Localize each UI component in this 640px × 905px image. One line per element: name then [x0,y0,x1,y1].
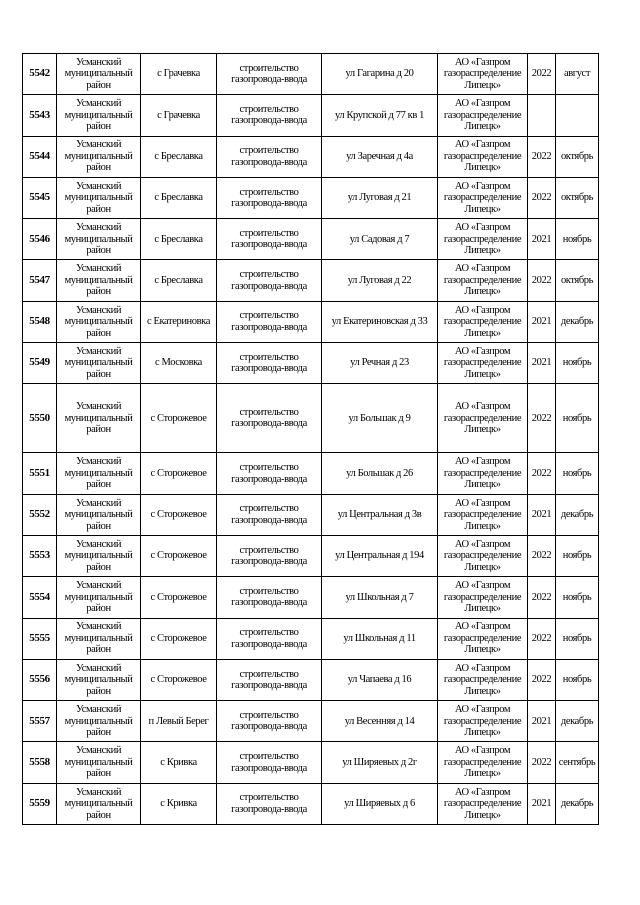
district-cell: Усманский муниципальный район [57,618,141,659]
locality-cell: с Сторожевое [141,453,217,494]
year-cell [528,95,556,136]
address-cell: ул Крупской д 77 кв 1 [322,95,438,136]
organization-cell: АО «Газпром газораспределение Липецк» [438,577,528,618]
month-cell: ноябрь [556,618,599,659]
row-number: 5559 [23,783,57,824]
organization-cell: АО «Газпром газораспределение Липецк» [438,54,528,95]
month-cell: октябрь [556,177,599,218]
year-cell: 2021 [528,783,556,824]
year-cell: 2021 [528,343,556,384]
district-cell: Усманский муниципальный район [57,301,141,342]
district-cell: Усманский муниципальный район [57,783,141,824]
district-cell: Усманский муниципальный район [57,54,141,95]
district-cell: Усманский муниципальный район [57,177,141,218]
organization-cell: АО «Газпром газораспределение Липецк» [438,177,528,218]
month-cell: ноябрь [556,219,599,260]
address-cell: ул Екатериновская д 33 [322,301,438,342]
table-row [23,535,599,576]
table-row [23,177,599,218]
month-cell: ноябрь [556,577,599,618]
organization-cell: АО «Газпром газораспределение Липецк» [438,494,528,535]
district-cell: Усманский муниципальный район [57,659,141,700]
locality-cell: с Сторожевое [141,577,217,618]
work-type-cell: строительство газопровода-ввода [217,577,322,618]
district-cell: Усманский муниципальный район [57,494,141,535]
district-cell: Усманский муниципальный район [57,577,141,618]
work-type-cell: строительство газопровода-ввода [217,783,322,824]
work-type-cell: строительство газопровода-ввода [217,54,322,95]
year-cell: 2022 [528,177,556,218]
address-cell: ул Чапаева д 16 [322,659,438,700]
table-row [23,384,599,453]
work-type-cell: строительство газопровода-ввода [217,384,322,453]
locality-cell: с Московка [141,343,217,384]
work-type-cell: строительство газопровода-ввода [217,136,322,177]
table-body [23,54,599,825]
locality-cell: с Кривка [141,742,217,783]
work-type-cell: строительство газопровода-ввода [217,618,322,659]
row-number: 5557 [23,701,57,742]
address-cell: ул Центральная д 194 [322,535,438,576]
address-cell: ул Речная д 23 [322,343,438,384]
address-cell: ул Луговая д 22 [322,260,438,301]
address-cell: ул Заречная д 4а [322,136,438,177]
year-cell: 2022 [528,260,556,301]
organization-cell: АО «Газпром газораспределение Липецк» [438,260,528,301]
gas-connection-table [22,53,599,825]
address-cell: ул Ширяевых д 2г [322,742,438,783]
district-cell: Усманский муниципальный район [57,701,141,742]
month-cell: ноябрь [556,659,599,700]
table-row [23,343,599,384]
district-cell: Усманский муниципальный район [57,343,141,384]
address-cell: ул Весенняя д 14 [322,701,438,742]
organization-cell: АО «Газпром газораспределение Липецк» [438,618,528,659]
work-type-cell: строительство газопровода-ввода [217,301,322,342]
month-cell: ноябрь [556,384,599,453]
table-row [23,54,599,95]
table-row [23,577,599,618]
month-cell: ноябрь [556,343,599,384]
district-cell: Усманский муниципальный район [57,95,141,136]
work-type-cell: строительство газопровода-ввода [217,177,322,218]
row-number: 5553 [23,535,57,576]
locality-cell: с Сторожевое [141,535,217,576]
table-row [23,618,599,659]
locality-cell: с Бреславка [141,219,217,260]
work-type-cell: строительство газопровода-ввода [217,95,322,136]
table-row [23,95,599,136]
table-row [23,453,599,494]
row-number: 5545 [23,177,57,218]
month-cell: декабрь [556,701,599,742]
locality-cell: с Бреславка [141,136,217,177]
year-cell: 2021 [528,301,556,342]
month-cell: сентябрь [556,742,599,783]
organization-cell: АО «Газпром газораспределение Липецк» [438,343,528,384]
year-cell: 2022 [528,577,556,618]
locality-cell: п Левый Берег [141,701,217,742]
month-cell: август [556,54,599,95]
locality-cell: с Екатериновка [141,301,217,342]
address-cell: ул Большак д 26 [322,453,438,494]
document-page [22,53,598,825]
year-cell: 2021 [528,701,556,742]
month-cell: октябрь [556,136,599,177]
month-cell: декабрь [556,783,599,824]
work-type-cell: строительство газопровода-ввода [217,535,322,576]
organization-cell: АО «Газпром газораспределение Липецк» [438,742,528,783]
locality-cell: с Сторожевое [141,659,217,700]
organization-cell: АО «Газпром газораспределение Липецк» [438,535,528,576]
address-cell: ул Школьная д 11 [322,618,438,659]
month-cell: октябрь [556,260,599,301]
year-cell: 2022 [528,54,556,95]
month-cell: декабрь [556,494,599,535]
organization-cell: АО «Газпром газораспределение Липецк» [438,384,528,453]
organization-cell: АО «Газпром газораспределение Липецк» [438,783,528,824]
locality-cell: с Бреславка [141,177,217,218]
address-cell: ул Школьная д 7 [322,577,438,618]
locality-cell: с Грачевка [141,54,217,95]
address-cell: ул Садовая д 7 [322,219,438,260]
row-number: 5547 [23,260,57,301]
row-number: 5542 [23,54,57,95]
row-number: 5544 [23,136,57,177]
district-cell: Усманский муниципальный район [57,535,141,576]
work-type-cell: строительство газопровода-ввода [217,742,322,783]
address-cell: ул Большак д 9 [322,384,438,453]
table-row [23,701,599,742]
table-row [23,659,599,700]
work-type-cell: строительство газопровода-ввода [217,219,322,260]
row-number: 5554 [23,577,57,618]
district-cell: Усманский муниципальный район [57,260,141,301]
table-row [23,783,599,824]
address-cell: ул Гагарина д 20 [322,54,438,95]
row-number: 5558 [23,742,57,783]
year-cell: 2022 [528,742,556,783]
table-row [23,260,599,301]
locality-cell: с Грачевка [141,95,217,136]
row-number: 5556 [23,659,57,700]
work-type-cell: строительство газопровода-ввода [217,659,322,700]
work-type-cell: строительство газопровода-ввода [217,260,322,301]
year-cell: 2021 [528,219,556,260]
year-cell: 2022 [528,453,556,494]
row-number: 5543 [23,95,57,136]
table-row [23,219,599,260]
year-cell: 2022 [528,659,556,700]
organization-cell: АО «Газпром газораспределение Липецк» [438,301,528,342]
district-cell: Усманский муниципальный район [57,219,141,260]
address-cell: ул Луговая д 21 [322,177,438,218]
table-row [23,301,599,342]
organization-cell: АО «Газпром газораспределение Липецк» [438,219,528,260]
organization-cell: АО «Газпром газораспределение Липецк» [438,95,528,136]
year-cell: 2022 [528,136,556,177]
locality-cell: с Сторожевое [141,494,217,535]
organization-cell: АО «Газпром газораспределение Липецк» [438,701,528,742]
month-cell: ноябрь [556,453,599,494]
organization-cell: АО «Газпром газораспределение Липецк» [438,659,528,700]
district-cell: Усманский муниципальный район [57,384,141,453]
work-type-cell: строительство газопровода-ввода [217,453,322,494]
organization-cell: АО «Газпром газораспределение Липецк» [438,453,528,494]
year-cell: 2021 [528,494,556,535]
month-cell [556,95,599,136]
row-number: 5550 [23,384,57,453]
year-cell: 2022 [528,384,556,453]
district-cell: Усманский муниципальный район [57,453,141,494]
month-cell: декабрь [556,301,599,342]
locality-cell: с Кривка [141,783,217,824]
year-cell: 2022 [528,618,556,659]
row-number: 5549 [23,343,57,384]
locality-cell: с Сторожевое [141,384,217,453]
row-number: 5555 [23,618,57,659]
address-cell: ул Центральная д 3в [322,494,438,535]
locality-cell: с Сторожевое [141,618,217,659]
district-cell: Усманский муниципальный район [57,742,141,783]
work-type-cell: строительство газопровода-ввода [217,701,322,742]
address-cell: ул Ширяевых д 6 [322,783,438,824]
organization-cell: АО «Газпром газораспределение Липецк» [438,136,528,177]
locality-cell: с Бреславка [141,260,217,301]
row-number: 5551 [23,453,57,494]
district-cell: Усманский муниципальный район [57,136,141,177]
year-cell: 2022 [528,535,556,576]
work-type-cell: строительство газопровода-ввода [217,343,322,384]
work-type-cell: строительство газопровода-ввода [217,494,322,535]
row-number: 5548 [23,301,57,342]
row-number: 5546 [23,219,57,260]
month-cell: ноябрь [556,535,599,576]
table-row [23,742,599,783]
table-row [23,136,599,177]
table-row [23,494,599,535]
row-number: 5552 [23,494,57,535]
